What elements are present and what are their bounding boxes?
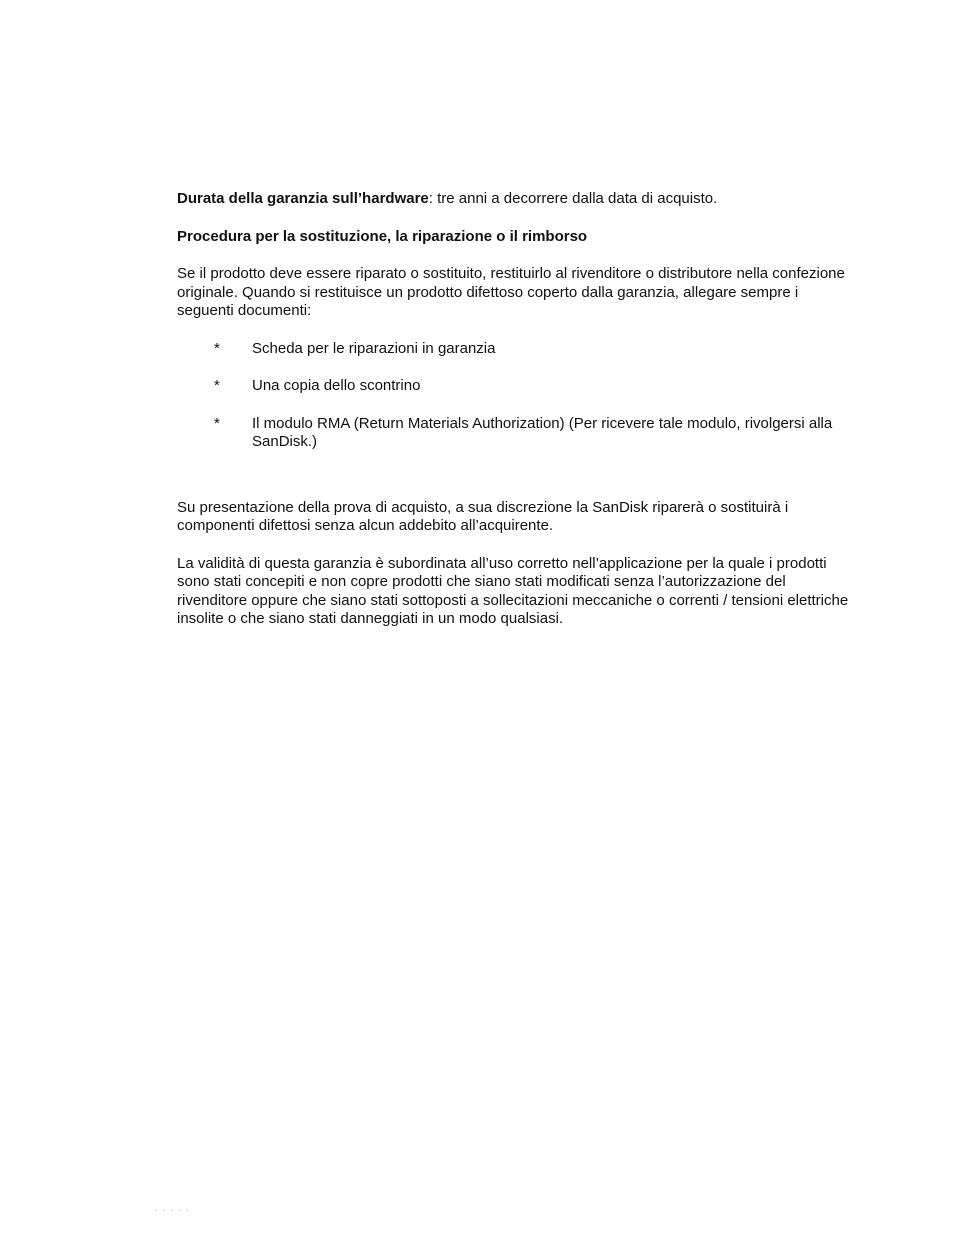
list-item-text: Una copia dello scontrino [252, 377, 421, 394]
warranty-duration-line [177, 190, 851, 209]
bullet-star: * [214, 414, 220, 432]
faint-footer-mark: ▪ ▪ ▪ ▪ ▪ [155, 1208, 191, 1214]
required-documents-list [177, 340, 851, 452]
procedure-intro: Se il prodotto deve essere riparato o sostituito, restituirlo al rivenditore o distributore nella confezione originale. Quando si restituisce un prodotto difettoso coperto dalla garanzia, allegare sempre i seguenti documenti: [177, 265, 845, 319]
list-item [177, 415, 851, 452]
document-body [177, 190, 851, 629]
list-item [177, 377, 851, 396]
list-item-text: Scheda per le riparazioni in garanzia [252, 339, 496, 357]
bullet-star: * [214, 377, 220, 394]
warranty-duration-label: Durata della garanzia sull’hardware [177, 190, 429, 207]
list-item-text: Il modulo RMA (Return Materials Authorization) (Per ricevere tale modulo, rivolgersi alla SanDisk.) [252, 414, 833, 450]
procedure-heading: Procedura per la sostituzione, la riparazione o il rimborso [177, 227, 588, 245]
bullet-star: * [214, 339, 220, 357]
list-item [177, 340, 851, 359]
validity-paragraph: La validità di questa garanzia è subordinata all’uso corretto nell’applicazione per la quale i prodotti sono stati concepiti e non copre prodotti che siano stati modificati senza l’autorizzazione del rivenditore oppure che siano stati sottoposti a sollecitazioni meccaniche o correnti / tensioni elettriche insolite o che siano stati danneggiati in un modo qualsiasi. [177, 554, 849, 627]
warranty-duration-text: : tre anni a decorrere dalla data di acquisto. [428, 190, 718, 207]
presentation-paragraph: Su presentazione della prova di acquisto, a sua discrezione la SanDisk riparerà o sostituirà i componenti difettosi senza alcun addebito all’acquirente. [177, 498, 789, 534]
